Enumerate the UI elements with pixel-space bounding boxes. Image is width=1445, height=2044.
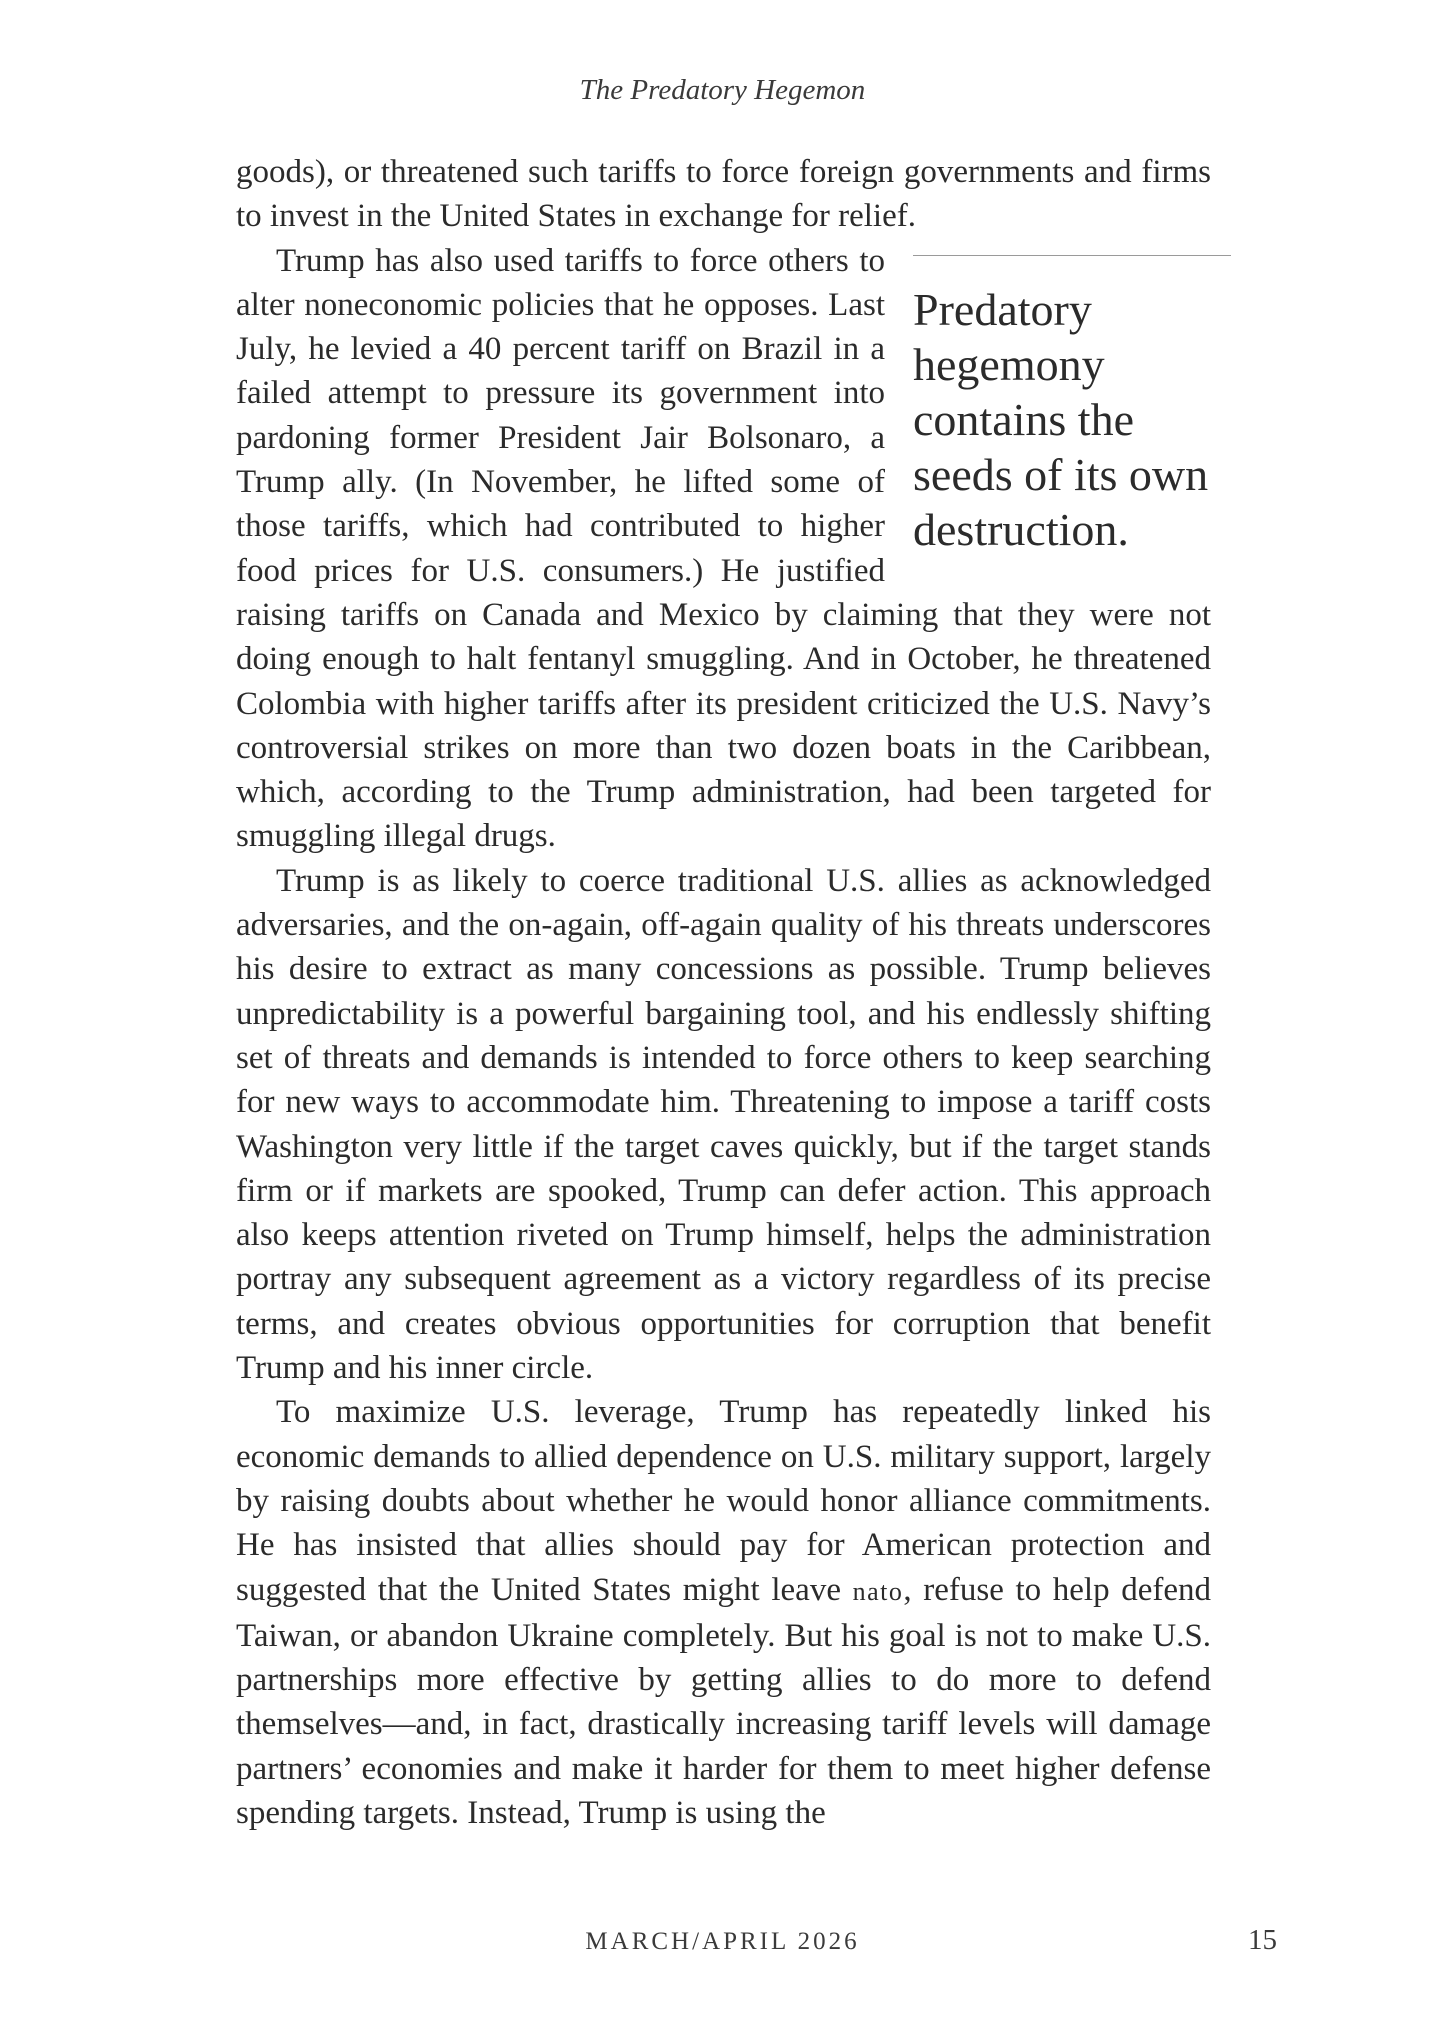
- paragraph-1: goods), or threatened such tariffs to force foreign governments and firms to invest in the United States in exchange for relief.: [236, 154, 1211, 235]
- issue-date: MARCH/APRIL 2026: [585, 1928, 860, 1955]
- paragraph-2: Trump has also used tariffs to force others to alter noneconomic policies that he opposes. Last July, he levied a 40 percent tariff on Brazil in a failed attempt to pressure its government into pardoning former President Jair Bolsonaro, a Trump ally. (In November, he lifted some of those tariffs, which had contributed to higher food prices for U.S. consumers.) He justified raising tariffs on Canada and Mexico by claiming that they were not doing enough to halt fentanyl smuggling. And in October, he threatened Colombia with higher tariffs after its president criticized the U.S. Navy’s controversial strikes on more than two dozen boats in the Caribbean, which, according to the Trump administration, had been targeted for smuggling illegal drugs.: [236, 242, 1211, 855]
- paragraph-3: Trump is as likely to coerce traditional U.S. allies as acknowledged adversaries, and the on-again, off-again quality of his threats underscores his desire to extract as many concessions as possible. Trump believes unpredictability is a powerful bargaining tool, and his endlessly shifting set of threats and demands is intended to force others to keep searching for new ways to accommodate him. Threatening to impose a tariff costs Washington very little if the target caves quickly, but if the target stands firm or if markets are spooked, Trump can defer action. This approach also keeps attention riveted on Trump himself, helps the administration portray any subsequent agreement as a victory regardless of its precise terms, and creates obvious opportunities for corruption that benefit Trump and his inner circle.: [236, 862, 1211, 1387]
- page-number: 15: [1248, 1924, 1277, 1956]
- nato-smallcaps: nato: [852, 1576, 904, 1606]
- paragraph-4-part-2: , refuse to help defend Taiwan, or abandon Ukraine completely. But his goal is not to make U.S. partnerships more effective by getting allies to do more to defend themselves—and, in fact, drastically increasing tariff levels will damage partners’ economies and make it harder for them to meet higher defense spending targets. Instead, Trump is using the: [236, 1571, 1212, 1831]
- paragraph-4: [236, 1390, 1211, 1835]
- pull-quote: Predatory hegemony contains the seeds of its own destruction.: [913, 255, 1231, 557]
- paragraph-4-part-1: To maximize U.S. leverage, Trump has repeatedly linked his economic demands to allied dependence on U.S. military support, largely by raising doubts about whether he would honor alliance commitments. He has insisted that allies should pay for American protection and suggested that the United States might leave: [236, 1394, 1211, 1608]
- article-body: [236, 150, 1211, 1835]
- running-head: The Predatory Hegemon: [579, 74, 866, 106]
